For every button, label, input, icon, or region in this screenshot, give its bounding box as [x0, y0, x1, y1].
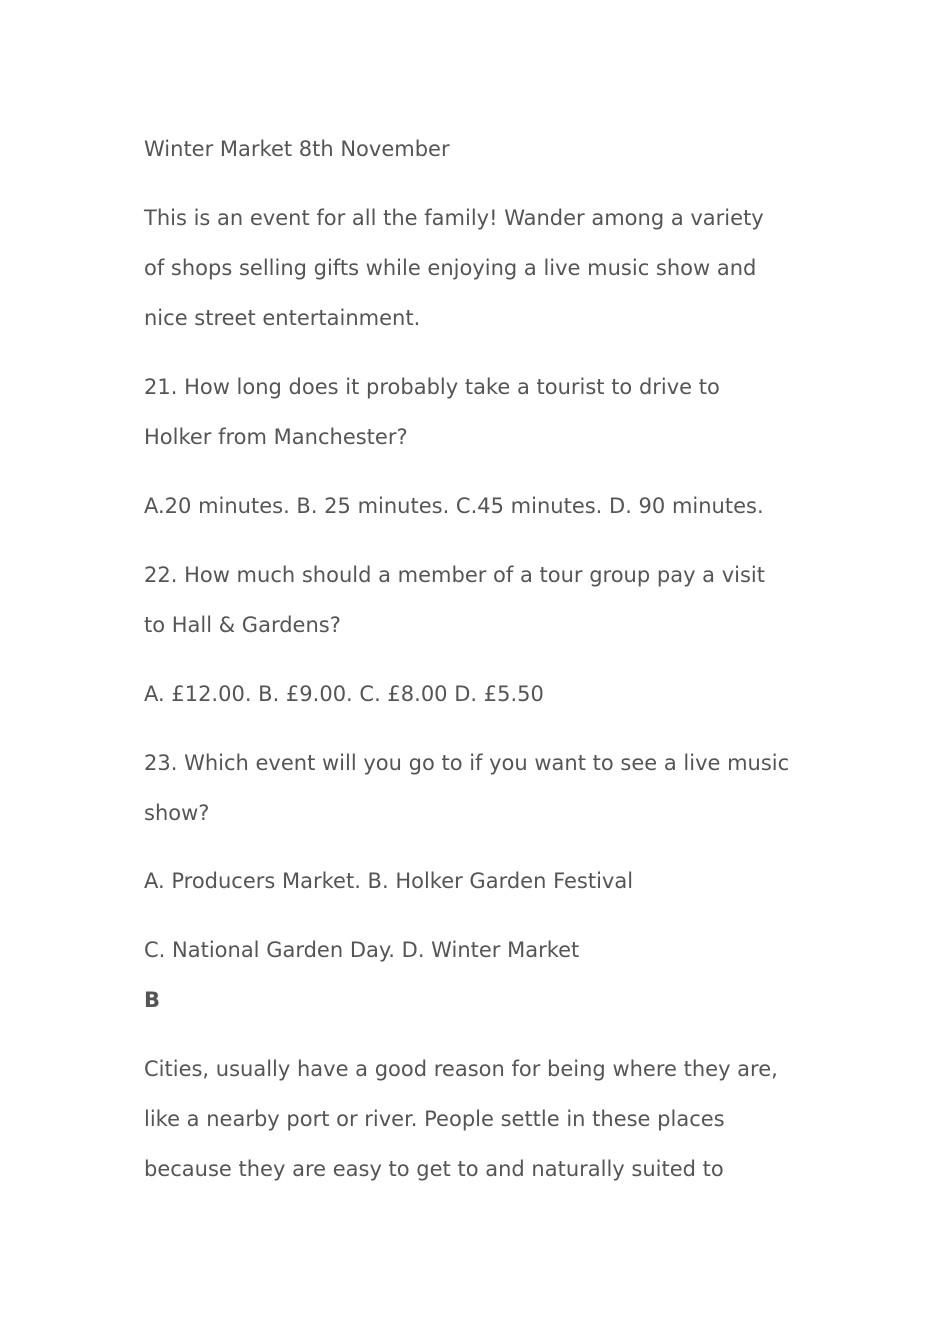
event-title: Winter Market 8th November: [144, 137, 450, 161]
section-label: B: [144, 988, 161, 1012]
intro-line-3: nice street entertainment.: [144, 306, 421, 330]
intro-line-2: of shops selling gifts while enjoying a live music show and: [144, 256, 757, 280]
question-23-line-2: show?: [144, 801, 210, 825]
passage-line-3: because they are easy to get to and naturally suited to: [144, 1157, 724, 1181]
question-22-options: A. £12.00. B. £9.00. C. £8.00 D. £5.50: [144, 682, 544, 706]
question-22-line-1: 22. How much should a member of a tour group pay a visit: [144, 563, 765, 587]
question-23-options-cd: C. National Garden Day. D. Winter Market: [144, 938, 580, 962]
intro-line-1: This is an event for all the family! Wander among a variety: [144, 206, 764, 230]
question-23-line-1: 23. Which event will you go to if you want to see a live music: [144, 751, 790, 775]
question-22-line-2: to Hall & Gardens?: [144, 613, 341, 637]
passage-line-2: like a nearby port or river. People settle in these places: [144, 1107, 725, 1131]
question-23-options-ab: A. Producers Market. B. Holker Garden Festival: [144, 869, 634, 893]
question-21-line-1: 21. How long does it probably take a tourist to drive to: [144, 375, 720, 399]
passage-line-1: Cities, usually have a good reason for being where they are,: [144, 1057, 778, 1081]
question-21-options: A.20 minutes. B. 25 minutes. C.45 minutes. D. 90 minutes.: [144, 494, 764, 518]
question-21-line-2: Holker from Manchester?: [144, 425, 408, 449]
